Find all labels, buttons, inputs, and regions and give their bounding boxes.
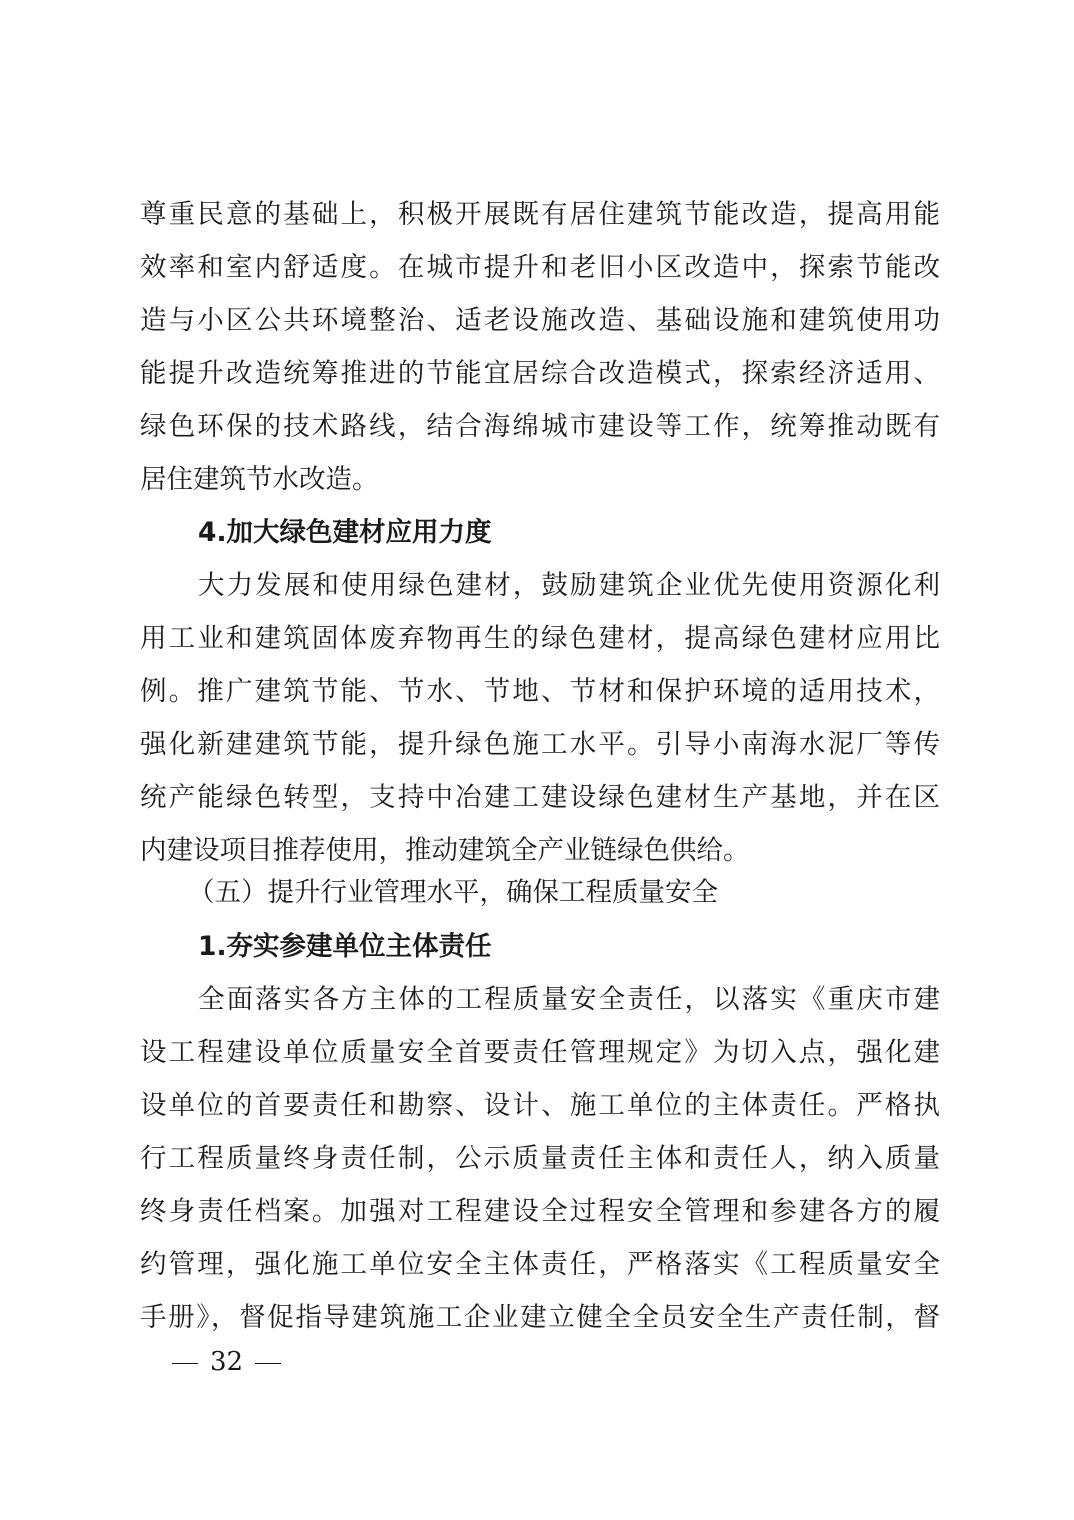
paragraph-line: 效率和室内舒适度。在城市提升和老旧小区改造中，探索节能改 <box>140 252 940 283</box>
paragraph-line: 手册》，督促指导建筑施工企业建立健全全员安全生产责任制，督 <box>140 1302 940 1333</box>
paragraph-line: 终身责任档案。加强对工程建设全过程安全管理和参建各方的履 <box>140 1196 940 1227</box>
page-number: 32 <box>210 1347 244 1377</box>
paragraph-line: 约管理，强化施工单位安全主体责任，严格落实《工程质量安全 <box>140 1249 940 1280</box>
paragraph-line: 内建设项目推荐使用，推动建筑全产业链绿色供给。 <box>140 835 750 866</box>
section-heading: 1.夯实参建单位主体责任 <box>198 931 492 962</box>
paragraph-line: 大力发展和使用绿色建材，鼓励建筑企业优先使用资源化利 <box>198 570 940 601</box>
paragraph-line: 强化新建建筑节能，提升绿色施工水平。引导小南海水泥厂等传 <box>140 729 940 760</box>
chapter-heading: （五）提升行业管理水平，确保工程质量安全 <box>188 877 718 908</box>
paragraph-line: 设单位的首要责任和勘察、设计、施工单位的主体责任。严格执 <box>140 1090 940 1121</box>
paragraph-line: 行工程质量终身责任制，公示质量责任主体和责任人，纳入质量 <box>140 1143 940 1174</box>
paragraph-line: 尊重民意的基础上，积极开展既有居住建筑节能改造，提高用能 <box>140 199 940 230</box>
paragraph-line: 统产能绿色转型，支持中冶建工建设绿色建材生产基地，并在区 <box>140 782 940 813</box>
paragraph-line: 能提升改造统筹推进的节能宜居综合改造模式，探索经济适用、 <box>140 358 940 389</box>
paragraph-line: 例。推广建筑节能、节水、节地、节材和保护环境的适用技术， <box>140 676 940 707</box>
paragraph-line: 绿色环保的技术路线，结合海绵城市建设等工作，统筹推动既有 <box>140 411 940 442</box>
footer-dash-left <box>172 1363 198 1364</box>
paragraph-line: 用工业和建筑固体废弃物再生的绿色建材，提高绿色建材应用比 <box>140 623 940 654</box>
paragraph-line: 造与小区公共环境整治、适老设施改造、基础设施和建筑使用功 <box>140 305 940 336</box>
paragraph-line: 居住建筑节水改造。 <box>140 464 379 495</box>
paragraph-line: 全面落实各方主体的工程质量安全责任，以落实《重庆市建 <box>198 984 940 1015</box>
paragraph-line: 设工程建设单位质量安全首要责任管理规定》为切入点，强化建 <box>140 1037 940 1068</box>
footer-dash-right <box>255 1363 281 1364</box>
page-footer <box>160 1342 293 1382</box>
section-heading: 4.加大绿色建材应用力度 <box>198 517 492 548</box>
